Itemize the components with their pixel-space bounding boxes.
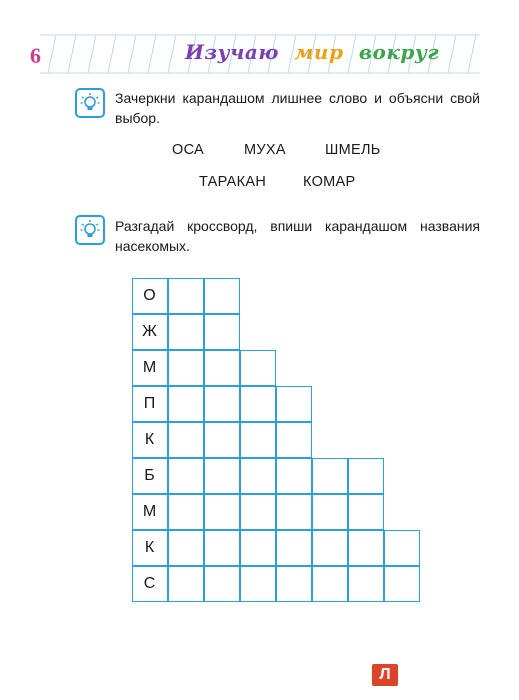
crossword-start-letter: К (144, 538, 155, 556)
title-word-2: мир (294, 40, 344, 64)
page-title (185, 40, 447, 64)
crossword-start-cell[interactable] (132, 422, 168, 458)
publisher-logo: Л (372, 664, 398, 686)
crossword-cell[interactable] (204, 458, 240, 494)
crossword-cell[interactable] (204, 494, 240, 530)
task-2-instruction: Разгадай кроссворд, впиши карандашом названия насекомых. (115, 218, 480, 254)
crossword-cell[interactable] (348, 530, 384, 566)
crossword-cell[interactable] (204, 278, 240, 314)
crossword-cell[interactable] (204, 314, 240, 350)
crossword-cell[interactable] (276, 458, 312, 494)
word-option: ОСА (172, 142, 205, 158)
crossword-cell[interactable] (240, 530, 276, 566)
crossword-cell[interactable] (168, 422, 204, 458)
crossword-cell[interactable] (276, 386, 312, 422)
lightbulb-icon (75, 215, 105, 245)
crossword-cell[interactable] (168, 386, 204, 422)
crossword-cell[interactable] (276, 422, 312, 458)
crossword-cell[interactable] (204, 350, 240, 386)
crossword-cell[interactable] (240, 566, 276, 602)
crossword-cell[interactable] (348, 494, 384, 530)
crossword-cell[interactable] (168, 494, 204, 530)
crossword-start-letter: К (144, 430, 155, 448)
page-number: 6 (30, 43, 41, 68)
crossword-start-letter: О (143, 286, 156, 304)
crossword-cell[interactable] (240, 458, 276, 494)
crossword-cell[interactable] (204, 566, 240, 602)
crossword-start-cell[interactable] (132, 530, 168, 566)
crossword-start-letter: Ж (142, 322, 157, 340)
word-option: ШМЕЛЬ (325, 142, 381, 158)
crossword-cell[interactable] (168, 350, 204, 386)
title-word-3: вокруг (358, 40, 440, 64)
crossword-start-letter: П (143, 394, 156, 412)
crossword-start-cell[interactable] (132, 350, 168, 386)
crossword-cell[interactable] (204, 530, 240, 566)
crossword-start-letter: М (142, 502, 157, 520)
crossword-cell[interactable] (168, 566, 204, 602)
crossword-cell[interactable] (240, 350, 276, 386)
task-1-instruction: Зачеркни карандашом лишнее слово и объясни свой выбор. (115, 90, 480, 126)
crossword-start-cell[interactable] (132, 386, 168, 422)
lightbulb-icon (75, 88, 105, 118)
crossword-cell[interactable] (348, 458, 384, 494)
crossword-cell[interactable] (312, 458, 348, 494)
crossword-cell[interactable] (312, 494, 348, 530)
crossword-cell[interactable] (240, 494, 276, 530)
crossword-start-cell[interactable] (132, 458, 168, 494)
crossword-cell[interactable] (312, 566, 348, 602)
crossword-start-letter: М (142, 358, 157, 376)
crossword-cell[interactable] (240, 422, 276, 458)
crossword-start-cell[interactable] (132, 566, 168, 602)
crossword-cell[interactable] (276, 530, 312, 566)
crossword-cell[interactable] (240, 386, 276, 422)
crossword-cell[interactable] (348, 566, 384, 602)
crossword-start-letter: Б (144, 466, 155, 484)
crossword-cell[interactable] (276, 566, 312, 602)
crossword-start-cell[interactable] (132, 494, 168, 530)
crossword-cell[interactable] (168, 278, 204, 314)
word-option: КОМАР (303, 174, 356, 190)
crossword-cell[interactable] (168, 458, 204, 494)
crossword-cell[interactable] (312, 530, 348, 566)
word-option: МУХА (244, 142, 286, 158)
crossword-cell[interactable] (168, 314, 204, 350)
crossword-cell[interactable] (204, 422, 240, 458)
crossword-cell[interactable] (276, 494, 312, 530)
crossword-start-cell[interactable] (132, 278, 168, 314)
word-option: ТАРАКАН (199, 174, 267, 190)
crossword-start-cell[interactable] (132, 314, 168, 350)
crossword-cell[interactable] (204, 386, 240, 422)
crossword-cell[interactable] (384, 530, 420, 566)
crossword-cell[interactable] (384, 566, 420, 602)
title-word-1: Изучаю (185, 40, 279, 64)
crossword-start-letter: С (143, 574, 156, 592)
crossword-cell[interactable] (168, 530, 204, 566)
